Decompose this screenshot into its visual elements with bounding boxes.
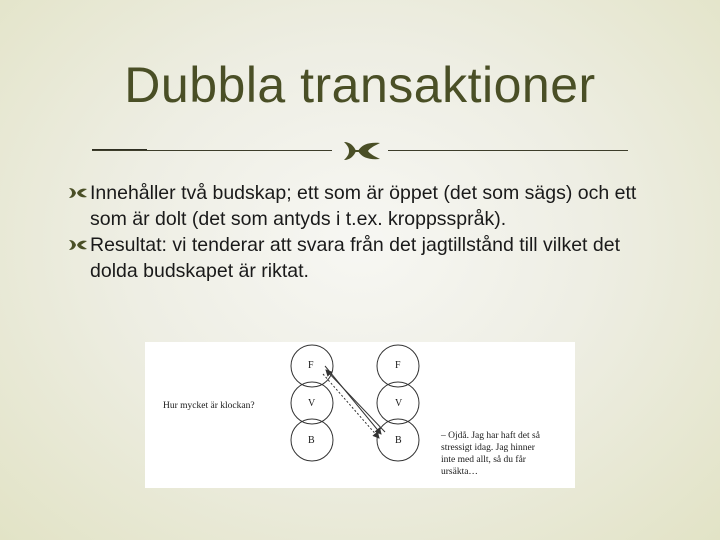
bullet-item: [68, 180, 668, 232]
response-arrow: [326, 370, 385, 432]
bullet-text: Resultat: vi tenderar att svara från det jagtillstånd till vilket det dolda budskapet är riktat.: [90, 234, 621, 282]
transaction-diagram: [145, 342, 575, 488]
left-state-label-parent: F: [308, 360, 314, 371]
question-text: Hur mycket är klockan?: [163, 401, 255, 411]
bullet-item: [68, 232, 668, 284]
left-state-label-child: B: [308, 435, 315, 446]
bullet-list: [68, 180, 668, 284]
transaction-diagram-svg: [145, 342, 575, 488]
right-state-label-adult: V: [395, 398, 403, 409]
hidden-message-arrow: [323, 374, 379, 438]
answer-line: stressigt idag. Jag hinner: [441, 443, 535, 453]
divider-line-left: [92, 150, 332, 151]
bullet-text: Innehåller två budskap; ett som är öppet (det som sägs) och ett som är dolt (det som antyds i t.ex. kroppsspråk).: [90, 182, 637, 230]
right-state-label-parent: F: [395, 360, 401, 371]
slide-title: Dubbla transaktioner: [124, 57, 596, 113]
right-state-label-child: B: [395, 435, 402, 446]
fleuron-bullet-icon: [68, 186, 88, 200]
fleuron-icon: [340, 138, 384, 164]
answer-line: ursäkta…: [441, 467, 478, 477]
open-message-arrow: [325, 366, 381, 434]
fleuron-bullet-icon: [68, 238, 88, 252]
answer-line: inte med allt, så du får: [441, 455, 526, 465]
divider-line-right: [388, 150, 628, 151]
answer-line: – Ojdå. Jag har haft det så: [441, 431, 540, 441]
left-state-label-adult: V: [308, 398, 316, 409]
